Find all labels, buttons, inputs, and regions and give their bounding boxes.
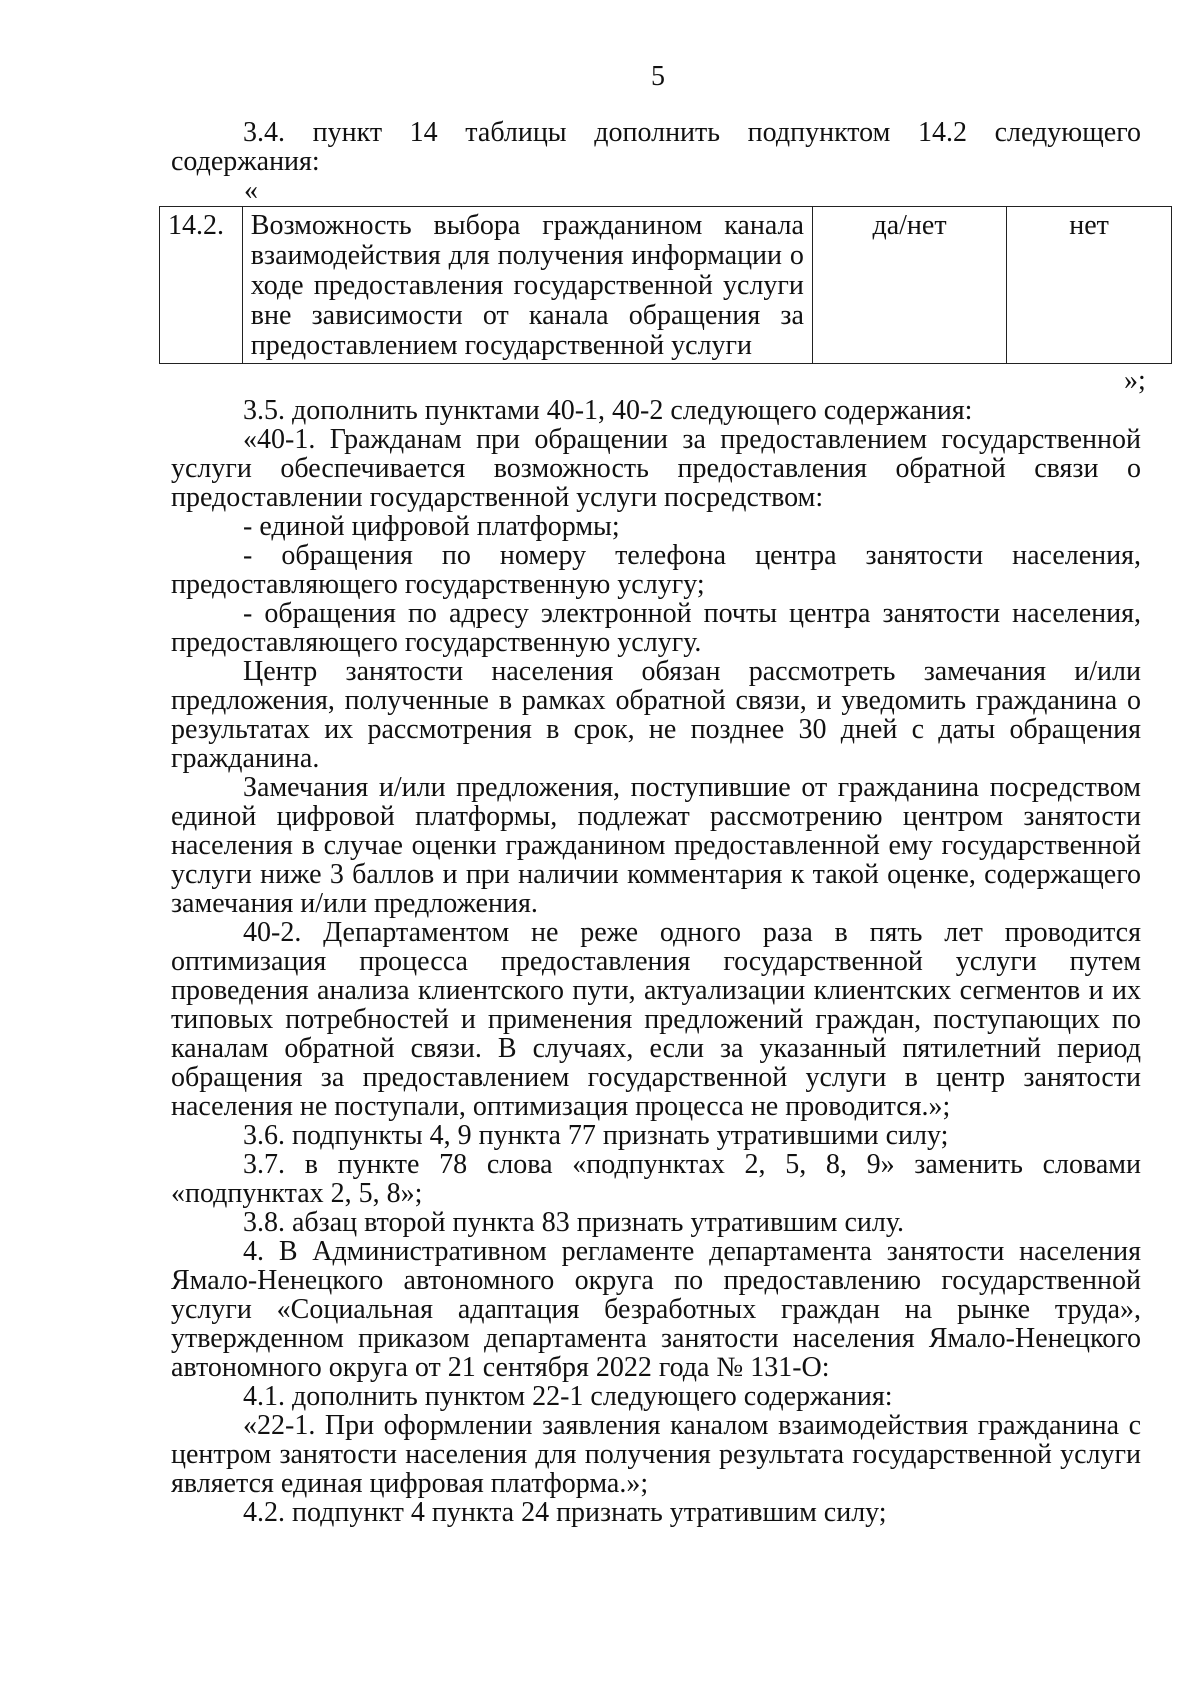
cell-description: Возможность выбора гражданином канала взаимодействия для получения информации о ходе предоставления государственной услуги вне зависимости от канала обращения за предоставлением государственной услуги: [242, 207, 812, 364]
closing-quote: »;: [1124, 365, 1146, 396]
cell-number: 14.2.: [160, 207, 243, 364]
table-row: [160, 207, 1172, 364]
paragraph-3-8: 3.8. абзац второй пункта 83 признать утратившим силу.: [243, 1207, 905, 1238]
opening-quote: «: [244, 175, 258, 206]
paragraph-40-1: «40-1. Гражданам при обращении за предоставлением государственной услуги обеспечивается возможность предоставления обратной связи о предоставлении государственной услуги посредством:: [171, 424, 1141, 513]
paragraph-3-7: 3.7. в пункте 78 слова «подпунктах 2, 5, 8, 9» заменить словами «подпунктах 2, 5, 8»;: [171, 1149, 1141, 1209]
list-item: - обращения по номеру телефона центра занятости населения, предоставляющего государственную услугу;: [171, 540, 1141, 600]
cell-value: нет: [1007, 207, 1172, 364]
paragraph-3-5: 3.5. дополнить пунктами 40-1, 40-2 следующего содержания:: [243, 395, 973, 426]
page-number: 5: [651, 61, 665, 92]
paragraph-4-1: 4.1. дополнить пунктом 22-1 следующего содержания:: [243, 1381, 893, 1412]
paragraph-40-2: 40-2. Департаментом не реже одного раза в пять лет проводится оптимизация процесса предоставления государственной услуги путем проведения анализа клиентского пути, актуализации клиентских сегментов и их типовых потребностей и применения предложений граждан, поступающих по каналам обратной связи. В случаях, если за указанный пятилетний период обращения за предоставлением государственной услуги в центр занятости населения не поступали, оптимизация процесса не проводится.»;: [171, 917, 1141, 1122]
section-3-4: [171, 118, 1141, 176]
cell-unit: да/нет: [812, 207, 1006, 364]
paragraph-remarks: Замечания и/или предложения, поступившие от гражданина посредством единой цифровой платформы, подлежат рассмотрению центром занятости населения в случае оценки гражданином предоставленной ему государственной услуги ниже 3 баллов и при наличии комментария к такой оценке, содержащего замечания и/или предложения.: [171, 772, 1141, 919]
paragraph-3-4: 3.4. пункт 14 таблицы дополнить подпунктом 14.2 следующего содержания:: [171, 117, 1141, 177]
paragraph-22-1: «22-1. При оформлении заявления каналом взаимодействия гражданина с центром занятости населения для получения результата государственной услуги является единая цифровая платформа.»;: [171, 1410, 1141, 1499]
paragraph-3-6: 3.6. подпункты 4, 9 пункта 77 признать утратившими силу;: [243, 1120, 949, 1151]
paragraph-center-obliged: Центр занятости населения обязан рассмотреть замечания и/или предложения, полученные в рамках обратной связи, и уведомить гражданина о результатах их рассмотрения в срок, не позднее 30 дней с даты обращения гражданина.: [171, 656, 1141, 774]
amendment-table: [159, 206, 1172, 364]
paragraph-4-2: 4.2. подпункт 4 пункта 24 признать утратившим силу;: [243, 1497, 887, 1528]
main-body: [171, 396, 1141, 1527]
list-item: - единой цифровой платформы;: [243, 511, 620, 542]
paragraph-4: 4. В Административном регламенте департамента занятости населения Ямало-Ненецкого автономного округа по предоставлению государственной услуги «Социальная адаптация безработных граждан на рынке труда», утвержденном приказом департамента занятости населения Ямало-Ненецкого автономного округа от 21 сентября 2022 года № 131-О:: [171, 1236, 1141, 1383]
list-item: - обращения по адресу электронной почты центра занятости населения, предоставляющего государственную услугу.: [171, 598, 1141, 658]
